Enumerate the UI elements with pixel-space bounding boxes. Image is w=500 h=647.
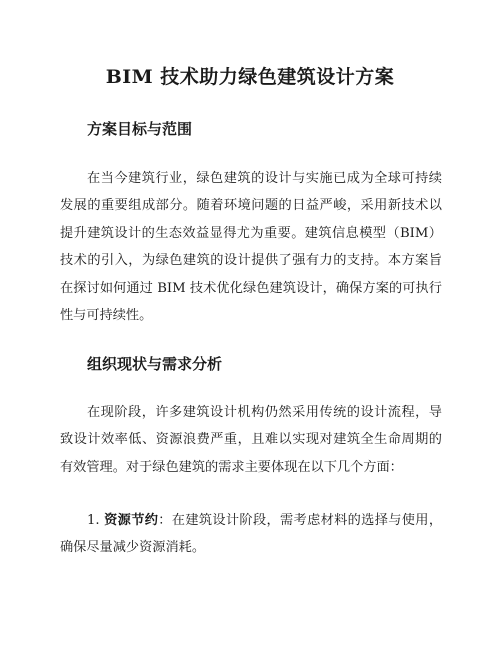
document-title: BIM 技术助力绿色建筑设计方案 bbox=[105, 66, 395, 88]
list-item bbox=[60, 507, 442, 562]
list-item-text: ：在建筑设计阶段，需考虑材料的选择与使用，确保尽量减少资源消耗。 bbox=[60, 513, 443, 556]
section-paragraph-goals: 在当今建筑行业，绿色建筑的设计与实施已成为全球可持续发展的重要组成部分。随着环境问题的日益严峻，采用新技术以提升建筑设计的生态效益显得尤为重要。建筑信息模型（BIM）技术的引入，为绿色建筑的设计提供了强有力的支持。本方案旨在探讨如何通过 BIM 技术优化绿色建筑设计，确保方案的可执行性与可持续性。 bbox=[60, 171, 442, 324]
list-item-number: 1. bbox=[87, 513, 100, 528]
section-heading-analysis: 组织现状与需求分析 bbox=[87, 355, 223, 373]
list-item-label: 资源节约 bbox=[104, 513, 159, 528]
section-heading-goals: 方案目标与范围 bbox=[87, 120, 193, 138]
section-paragraph-analysis: 在现阶段，许多建筑设计机构仍然采用传统的设计流程，导致设计效率低、资源浪费严重，且难以实现对建筑全生命周期的有效管理。对于绿色建筑的需求主要体现在以下几个方面： bbox=[60, 405, 442, 475]
